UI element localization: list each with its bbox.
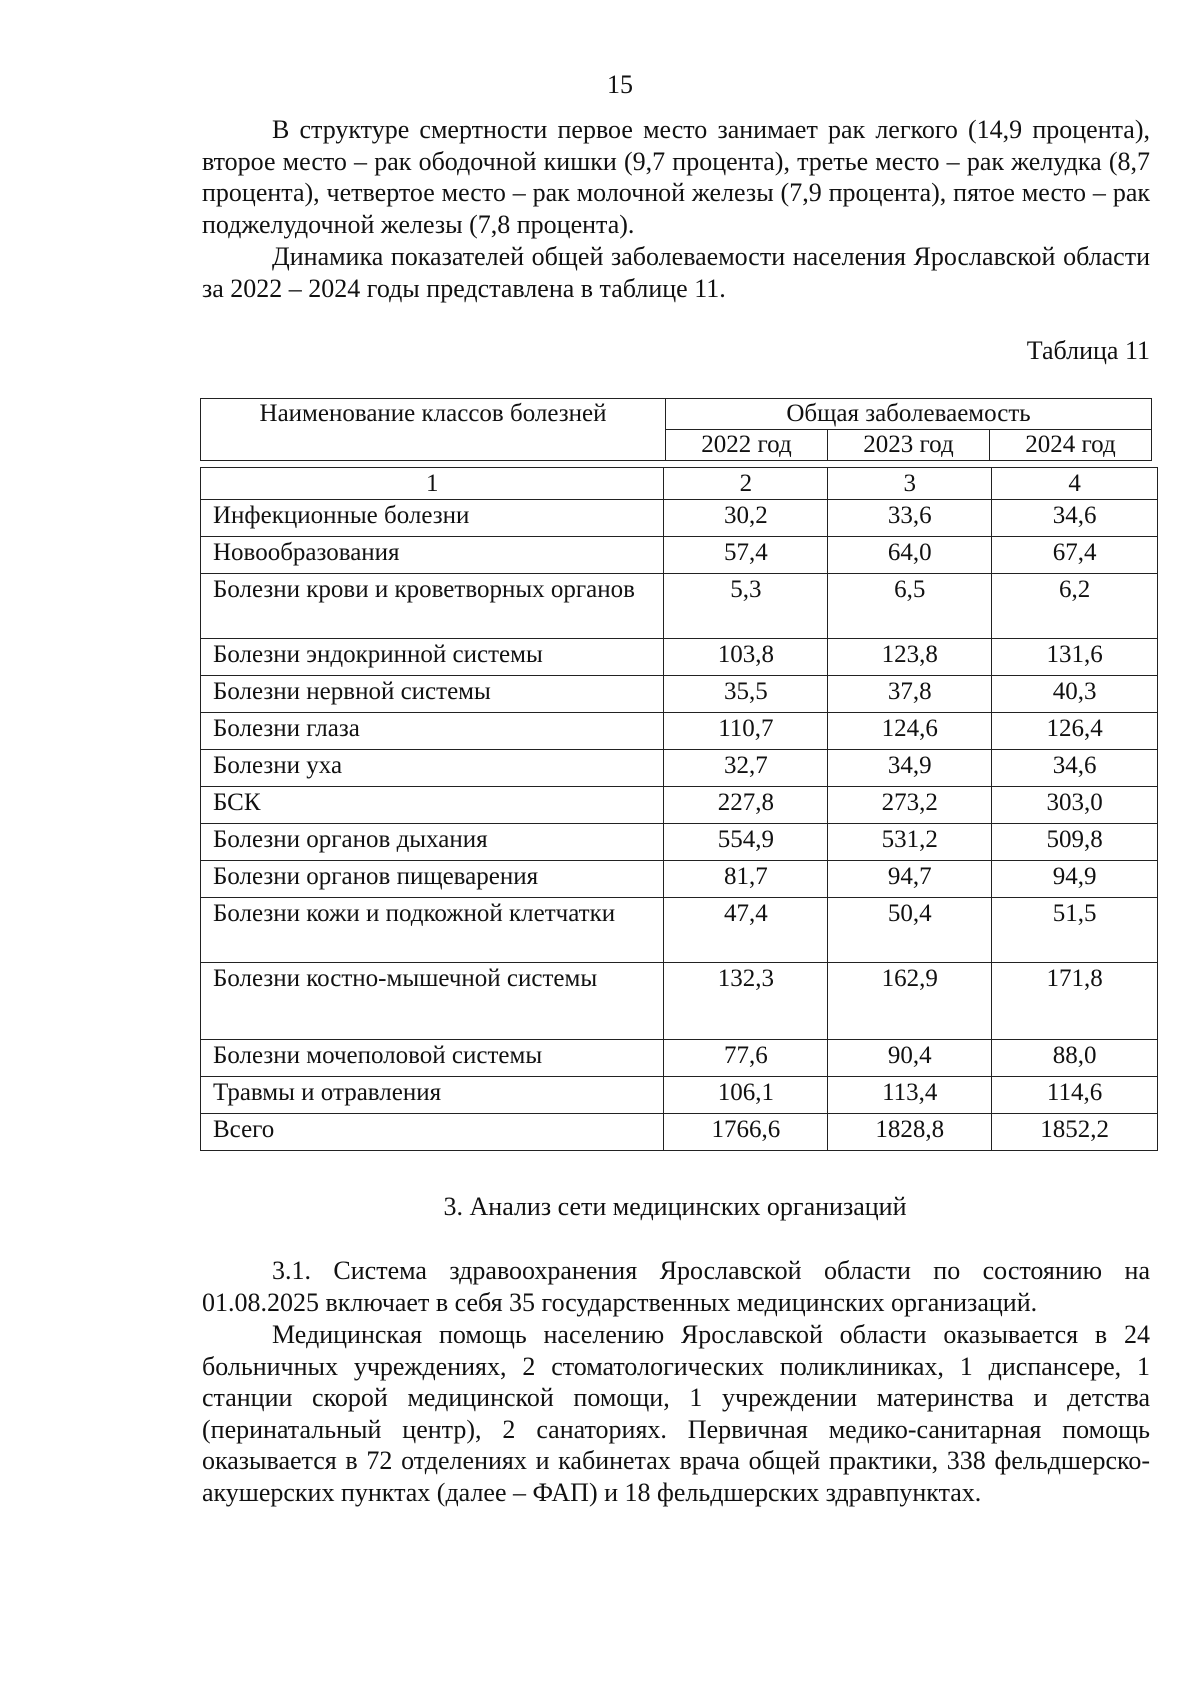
- header-year-2022: 2022 год: [666, 430, 828, 461]
- morbidity-table: [200, 467, 1158, 1151]
- value-2022: 77,6: [664, 1040, 828, 1077]
- value-2022: 103,8: [664, 639, 828, 676]
- value-2023: 64,0: [828, 537, 992, 574]
- value-2024: 67,4: [992, 537, 1158, 574]
- value-2024: 88,0: [992, 1040, 1158, 1077]
- value-2023: 273,2: [828, 787, 992, 824]
- value-2022: 227,8: [664, 787, 828, 824]
- index-cell: 3: [828, 468, 992, 500]
- value-2023: 34,9: [828, 750, 992, 787]
- value-2024: 40,3: [992, 676, 1158, 713]
- paragraph-care: Медицинская помощь населению Ярославской области оказывается в 24 больничных учреждениях, 2 стоматологических поликлиниках, 1 диспансере, 1 станции скорой медицинской помощи, 1 учреждении материнства и детства (перинатальный центр), 2 санаториях. Первичная медико-санитарная помощь оказывается в 72 отделениях и кабинетах врача общей практики, 338 фельдшерско-акушерских пунктах (далее – ФАП) и 18 фельдшерских здравпунктах.: [202, 1320, 1150, 1507]
- value-2023: 1828,8: [828, 1114, 992, 1151]
- section-title: 3. Анализ сети медицинских организаций: [443, 1192, 907, 1221]
- header-disease-class: Наименование классов болезней: [201, 399, 666, 461]
- value-2023: 90,4: [828, 1040, 992, 1077]
- value-2022: 554,9: [664, 824, 828, 861]
- disease-name: Болезни крови и кроветворных органов: [201, 574, 664, 639]
- paragraph-mortality: В структуре смертности первое место занимает рак легкого (14,9 процента), второе место – рак ободочной кишки (9,7 процента), третье место – рак желудка (8,7 процента), четвертое место – рак молочной железы (7,9 процента), пятое место – рак поджелудочной железы (7,8 процента).: [202, 115, 1150, 239]
- value-2024: 303,0: [992, 787, 1158, 824]
- table-caption: Таблица 11: [1026, 336, 1150, 365]
- table-row: [201, 639, 1158, 676]
- table-row: [201, 500, 1158, 537]
- disease-name: Новообразования: [201, 537, 664, 574]
- table-row: [201, 1077, 1158, 1114]
- table-row: [201, 787, 1158, 824]
- value-2023: 37,8: [828, 676, 992, 713]
- disease-name: Травмы и отравления: [201, 1077, 664, 1114]
- disease-name: Болезни уха: [201, 750, 664, 787]
- disease-name: Болезни мочеполовой системы: [201, 1040, 664, 1077]
- disease-name: Болезни костно-мышечной системы: [201, 963, 664, 1040]
- table-row: [201, 713, 1158, 750]
- value-2024: 131,6: [992, 639, 1158, 676]
- table-row: [201, 676, 1158, 713]
- disease-name: Инфекционные болезни: [201, 500, 664, 537]
- value-2024: 1852,2: [992, 1114, 1158, 1151]
- disease-name: Болезни органов пищеварения: [201, 861, 664, 898]
- value-2023: 531,2: [828, 824, 992, 861]
- header-year-2024: 2024 год: [990, 430, 1152, 461]
- disease-name: Болезни глаза: [201, 713, 664, 750]
- value-2022: 30,2: [664, 500, 828, 537]
- value-2022: 32,7: [664, 750, 828, 787]
- table-row-total: [201, 1114, 1158, 1151]
- disease-name: Болезни кожи и подкожной клетчатки: [201, 898, 664, 963]
- table-header: [200, 398, 1152, 461]
- value-2024: 114,6: [992, 1077, 1158, 1114]
- table-row: [201, 861, 1158, 898]
- header-year-2023: 2023 год: [828, 430, 990, 461]
- page-number: 15: [607, 70, 633, 99]
- index-cell: 4: [992, 468, 1158, 500]
- value-2022: 5,3: [664, 574, 828, 639]
- value-2024: 6,2: [992, 574, 1158, 639]
- table-row: [201, 963, 1158, 1040]
- value-2022: 81,7: [664, 861, 828, 898]
- value-2023: 162,9: [828, 963, 992, 1040]
- value-2022: 47,4: [664, 898, 828, 963]
- paragraph-system: 3.1. Система здравоохранения Ярославской области по состоянию на 01.08.2025 включает в себя 35 государственных медицинских организаций.: [202, 1256, 1150, 1317]
- value-2023: 123,8: [828, 639, 992, 676]
- value-2024: 171,8: [992, 963, 1158, 1040]
- value-2022: 1766,6: [664, 1114, 828, 1151]
- value-2022: 57,4: [664, 537, 828, 574]
- value-2023: 50,4: [828, 898, 992, 963]
- table-row: [201, 574, 1158, 639]
- value-2024: 51,5: [992, 898, 1158, 963]
- value-2023: 33,6: [828, 500, 992, 537]
- value-2024: 34,6: [992, 500, 1158, 537]
- disease-name: Болезни органов дыхания: [201, 824, 664, 861]
- value-2023: 6,5: [828, 574, 992, 639]
- value-2022: 110,7: [664, 713, 828, 750]
- table-row: [201, 537, 1158, 574]
- value-2024: 34,6: [992, 750, 1158, 787]
- paragraph-dynamics: Динамика показателей общей заболеваемости населения Ярославской области за 2022 – 2024 годы представлена в таблице 11.: [202, 242, 1150, 303]
- table-index-row: [201, 468, 1158, 500]
- value-2023: 94,7: [828, 861, 992, 898]
- disease-name: Болезни эндокринной системы: [201, 639, 664, 676]
- disease-name: БСК: [201, 787, 664, 824]
- value-2023: 124,6: [828, 713, 992, 750]
- value-2022: 106,1: [664, 1077, 828, 1114]
- table-row: [201, 1040, 1158, 1077]
- disease-name: Всего: [201, 1114, 664, 1151]
- table-row: [201, 898, 1158, 963]
- table-row: [201, 750, 1158, 787]
- value-2024: 126,4: [992, 713, 1158, 750]
- value-2022: 35,5: [664, 676, 828, 713]
- value-2024: 509,8: [992, 824, 1158, 861]
- value-2022: 132,3: [664, 963, 828, 1040]
- value-2023: 113,4: [828, 1077, 992, 1114]
- disease-name: Болезни нервной системы: [201, 676, 664, 713]
- index-cell: 1: [201, 468, 664, 500]
- index-cell: 2: [664, 468, 828, 500]
- value-2024: 94,9: [992, 861, 1158, 898]
- header-general-morbidity: Общая заболеваемость: [666, 399, 1152, 430]
- table-row: [201, 824, 1158, 861]
